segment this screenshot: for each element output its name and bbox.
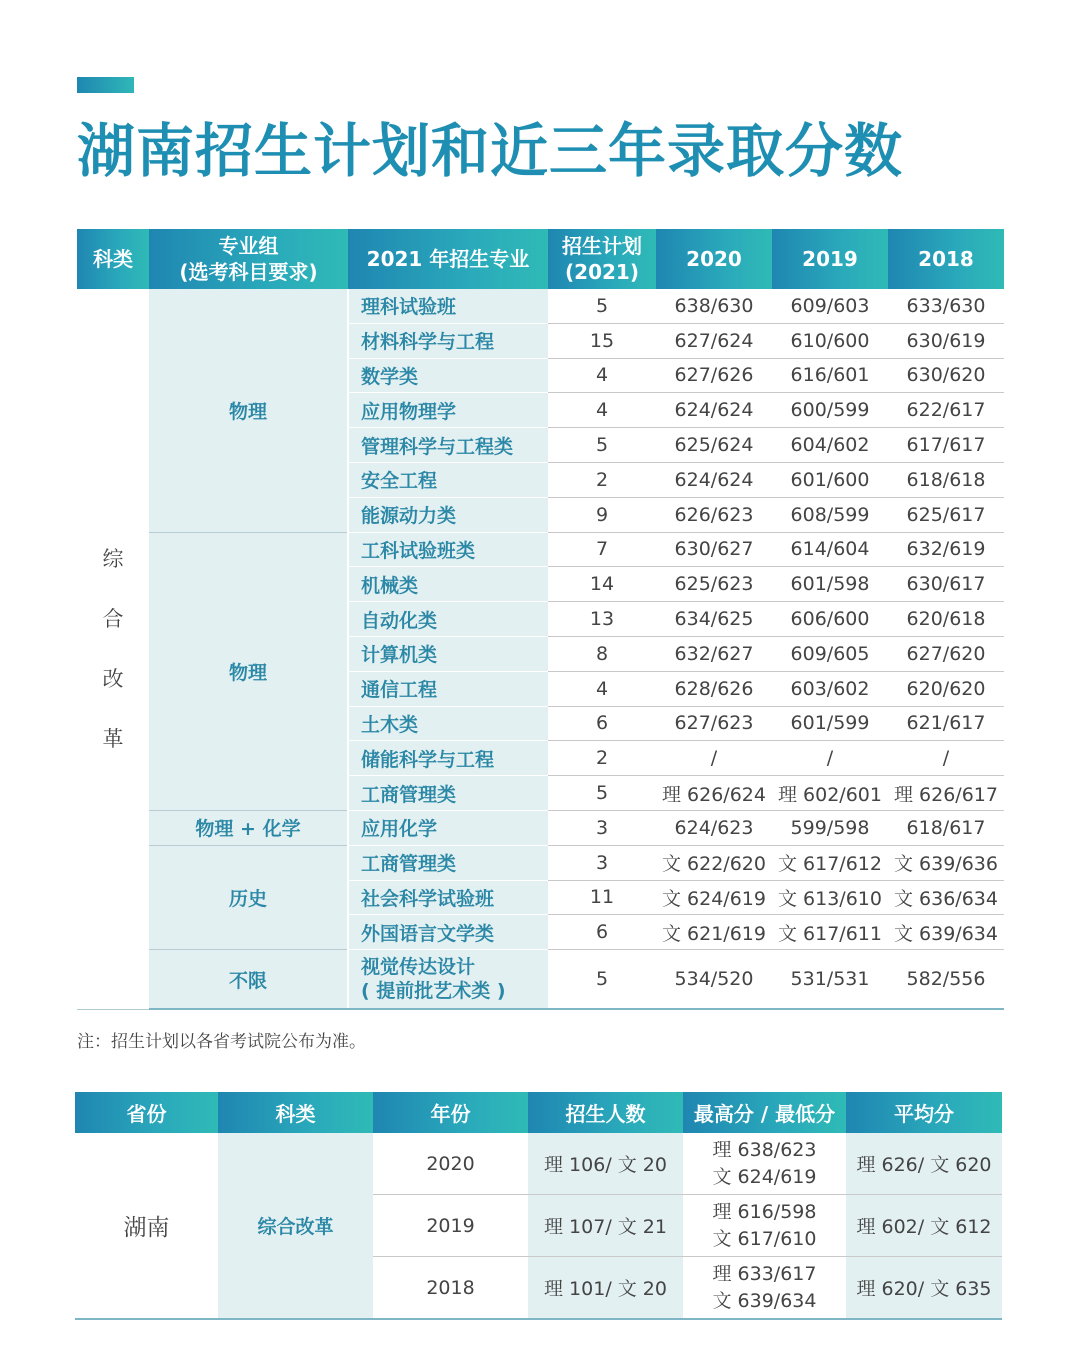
average-cell: 理 626/ 文 620 <box>846 1133 1002 1195</box>
score-2020-cell: 634/625 <box>656 602 772 637</box>
major-cell: 社会科学试验班 <box>348 880 548 915</box>
score-2018-cell: 627/620 <box>888 636 1004 671</box>
score-2020-cell: 638/630 <box>656 289 772 323</box>
subject-group-cell: 不限 <box>149 950 348 1010</box>
major-cell: 机械类 <box>348 567 548 602</box>
score-2020-cell: 624/623 <box>656 810 772 845</box>
header-province: 省份 <box>75 1092 218 1133</box>
score-2019-cell: 599/598 <box>772 810 888 845</box>
score-2020-cell: 文 621/619 <box>656 915 772 950</box>
major-cell: 应用物理学 <box>348 393 548 428</box>
plan-cell: 11 <box>548 880 656 915</box>
score-2019-cell: 603/602 <box>772 671 888 706</box>
major-cell: 计算机类 <box>348 636 548 671</box>
table-row <box>77 289 1004 323</box>
major-cell: 外国语言文学类 <box>348 915 548 950</box>
score-2019-cell: 文 617/612 <box>772 845 888 880</box>
score-2019-cell: 601/599 <box>772 706 888 741</box>
subject-group-cell: 物理 <box>149 532 348 810</box>
major-cell: 储能科学与工程 <box>348 741 548 776</box>
header-average: 平均分 <box>846 1092 1002 1133</box>
header-plan: 招生计划 (2021) <box>548 229 656 289</box>
table-header-row <box>75 1092 1002 1133</box>
score-2020-cell: 626/623 <box>656 497 772 532</box>
major-cell: 管理科学与工程类 <box>348 428 548 463</box>
score-2018-cell: / <box>888 741 1004 776</box>
plan-cell: 2 <box>548 741 656 776</box>
subject-group-cell: 物理 + 化学 <box>149 810 348 845</box>
score-2019-cell: 608/599 <box>772 497 888 532</box>
plan-cell: 15 <box>548 323 656 358</box>
plan-cell: 5 <box>548 950 656 1010</box>
major-cell: 土木类 <box>348 706 548 741</box>
score-2019-cell: 616/601 <box>772 358 888 393</box>
score-2019-cell: 609/603 <box>772 289 888 323</box>
score-2018-cell: 文 639/636 <box>888 845 1004 880</box>
province-summary-table <box>75 1092 1002 1320</box>
header-year: 年份 <box>373 1092 528 1133</box>
score-2018-cell: 630/619 <box>888 323 1004 358</box>
score-2020-cell: / <box>656 741 772 776</box>
plan-cell: 5 <box>548 289 656 323</box>
plan-cell: 13 <box>548 602 656 637</box>
score-2018-cell: 620/618 <box>888 602 1004 637</box>
plan-cell: 6 <box>548 706 656 741</box>
subject-group-cell: 历史 <box>149 845 348 949</box>
score-2019-cell: 600/599 <box>772 393 888 428</box>
major-cell: 应用化学 <box>348 810 548 845</box>
major-cell: 工科试验班类 <box>348 532 548 567</box>
score-2020-cell: 文 624/619 <box>656 880 772 915</box>
table-row <box>77 845 1004 880</box>
score-2020-cell: 627/626 <box>656 358 772 393</box>
header-category: 科类 <box>218 1092 373 1133</box>
footnote: 注：招生计划以各省考试院公布为准。 <box>77 1032 366 1052</box>
score-2018-cell: 文 639/634 <box>888 915 1004 950</box>
header-group: 专业组 (选考科目要求) <box>149 229 348 289</box>
score-2020-cell: 625/623 <box>656 567 772 602</box>
score-2020-cell: 625/624 <box>656 428 772 463</box>
score-2019-cell: 531/531 <box>772 950 888 1010</box>
score-2018-cell: 630/617 <box>888 567 1004 602</box>
plan-cell: 5 <box>548 428 656 463</box>
major-cell: 视觉传达设计 ( 提前批艺术类 ) <box>348 950 548 1010</box>
plan-cell: 7 <box>548 532 656 567</box>
high-low-cell: 理 633/617 文 639/634 <box>683 1257 846 1320</box>
title-accent-bar <box>77 77 134 93</box>
score-2019-cell: 文 613/610 <box>772 880 888 915</box>
count-cell: 理 107/ 文 21 <box>528 1195 683 1257</box>
score-2020-cell: 627/623 <box>656 706 772 741</box>
score-2019-cell: 604/602 <box>772 428 888 463</box>
header-category: 科类 <box>77 229 149 289</box>
admission-scores-table <box>77 229 1004 1010</box>
plan-cell: 4 <box>548 358 656 393</box>
average-cell: 理 602/ 文 612 <box>846 1195 1002 1257</box>
score-2018-cell: 618/618 <box>888 462 1004 497</box>
major-cell: 安全工程 <box>348 462 548 497</box>
plan-cell: 3 <box>548 810 656 845</box>
table-row <box>77 950 1004 1010</box>
score-2018-cell: 630/620 <box>888 358 1004 393</box>
page-title: 湖南招生计划和近三年录取分数 <box>77 117 904 185</box>
header-major: 2021 年招生专业 <box>348 229 548 289</box>
score-2019-cell: 理 602/601 <box>772 776 888 811</box>
major-cell: 数学类 <box>348 358 548 393</box>
plan-cell: 6 <box>548 915 656 950</box>
score-2018-cell: 622/617 <box>888 393 1004 428</box>
score-2019-cell: 601/600 <box>772 462 888 497</box>
major-cell: 自动化类 <box>348 602 548 637</box>
score-2018-cell: 625/617 <box>888 497 1004 532</box>
table-row <box>75 1133 1002 1195</box>
plan-cell: 5 <box>548 776 656 811</box>
high-low-cell: 理 616/598 文 617/610 <box>683 1195 846 1257</box>
score-2019-cell: 601/598 <box>772 567 888 602</box>
major-cell: 工商管理类 <box>348 776 548 811</box>
score-2018-cell: 582/556 <box>888 950 1004 1010</box>
header-2019: 2019 <box>772 229 888 289</box>
category-cell: 综合改革 <box>218 1133 373 1319</box>
year-cell: 2020 <box>373 1133 528 1195</box>
score-2020-cell: 628/626 <box>656 671 772 706</box>
score-2018-cell: 617/617 <box>888 428 1004 463</box>
table-row <box>77 532 1004 567</box>
plan-cell: 9 <box>548 497 656 532</box>
header-high-low: 最高分 / 最低分 <box>683 1092 846 1133</box>
plan-cell: 3 <box>548 845 656 880</box>
plan-cell: 8 <box>548 636 656 671</box>
header-2020: 2020 <box>656 229 772 289</box>
score-2018-cell: 621/617 <box>888 706 1004 741</box>
year-cell: 2019 <box>373 1195 528 1257</box>
plan-cell: 4 <box>548 671 656 706</box>
major-cell: 材料科学与工程 <box>348 323 548 358</box>
year-cell: 2018 <box>373 1257 528 1320</box>
subject-group-cell: 物理 <box>149 289 348 532</box>
score-2019-cell: 606/600 <box>772 602 888 637</box>
count-cell: 理 101/ 文 20 <box>528 1257 683 1320</box>
header-count: 招生人数 <box>528 1092 683 1133</box>
score-2019-cell: 609/605 <box>772 636 888 671</box>
score-2018-cell: 632/619 <box>888 532 1004 567</box>
score-2018-cell: 633/630 <box>888 289 1004 323</box>
score-2018-cell: 618/617 <box>888 810 1004 845</box>
score-2018-cell: 文 636/634 <box>888 880 1004 915</box>
score-2020-cell: 624/624 <box>656 462 772 497</box>
score-2020-cell: 534/520 <box>656 950 772 1010</box>
major-cell: 工商管理类 <box>348 845 548 880</box>
score-2020-cell: 文 622/620 <box>656 845 772 880</box>
score-2019-cell: 文 617/611 <box>772 915 888 950</box>
score-2020-cell: 624/624 <box>656 393 772 428</box>
major-cell: 通信工程 <box>348 671 548 706</box>
table-row <box>77 810 1004 845</box>
score-2019-cell: / <box>772 741 888 776</box>
major-cell: 理科试验班 <box>348 289 548 323</box>
score-2019-cell: 610/600 <box>772 323 888 358</box>
high-low-cell: 理 638/623 文 624/619 <box>683 1133 846 1195</box>
major-cell: 能源动力类 <box>348 497 548 532</box>
table-header-row <box>77 229 1004 289</box>
score-2020-cell: 627/624 <box>656 323 772 358</box>
score-2020-cell: 632/627 <box>656 636 772 671</box>
plan-cell: 4 <box>548 393 656 428</box>
score-2020-cell: 630/627 <box>656 532 772 567</box>
score-2018-cell: 理 626/617 <box>888 776 1004 811</box>
score-2018-cell: 620/620 <box>888 671 1004 706</box>
average-cell: 理 620/ 文 635 <box>846 1257 1002 1320</box>
score-2019-cell: 614/604 <box>772 532 888 567</box>
count-cell: 理 106/ 文 20 <box>528 1133 683 1195</box>
header-2018: 2018 <box>888 229 1004 289</box>
plan-cell: 2 <box>548 462 656 497</box>
category-cell: 综 合 改 革 <box>77 289 149 1009</box>
score-2020-cell: 理 626/624 <box>656 776 772 811</box>
plan-cell: 14 <box>548 567 656 602</box>
province-cell: 湖南 <box>75 1133 218 1319</box>
